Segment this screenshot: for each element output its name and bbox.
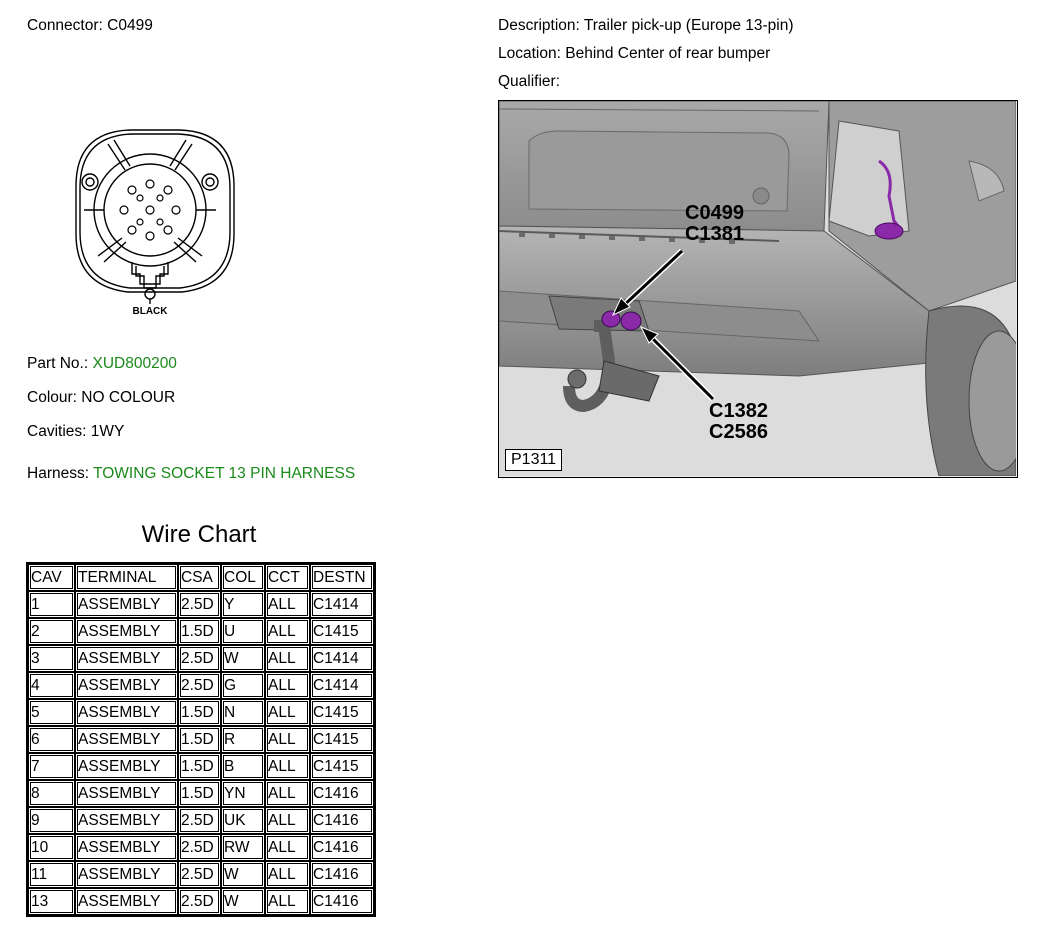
- cell-terminal: ASSEMBLY: [75, 645, 178, 672]
- cell-destn: C1416: [310, 834, 374, 861]
- part-info: [27, 355, 177, 373]
- callout-lower: [709, 401, 768, 443]
- cell-csa: 2.5D: [178, 888, 221, 915]
- connector-marking: BLACK: [132, 306, 168, 317]
- cell-col: R: [221, 726, 265, 753]
- cell-cav: 4: [28, 672, 75, 699]
- cell-cav: 10: [28, 834, 75, 861]
- cell-cav: 7: [28, 753, 75, 780]
- cell-csa: 1.5D: [178, 699, 221, 726]
- cell-csa: 1.5D: [178, 618, 221, 645]
- cell-destn: C1415: [310, 753, 374, 780]
- cell-cav: 1: [28, 591, 75, 618]
- harness-info: [27, 465, 355, 483]
- cell-cct: ALL: [265, 672, 310, 699]
- cell-cav: 8: [28, 780, 75, 807]
- table-row: [28, 861, 374, 888]
- cell-destn: C1415: [310, 618, 374, 645]
- cell-cav: 5: [28, 699, 75, 726]
- cell-cav: 3: [28, 645, 75, 672]
- cell-col: G: [221, 672, 265, 699]
- cell-cct: ALL: [265, 618, 310, 645]
- table-row: [28, 726, 374, 753]
- table-row: [28, 672, 374, 699]
- cell-destn: C1416: [310, 861, 374, 888]
- location-illustration: [498, 100, 1018, 478]
- colour-value: NO COLOUR: [81, 389, 176, 406]
- connector-label: Connector:: [27, 17, 103, 34]
- header-terminal: TERMINAL: [75, 564, 178, 591]
- cell-destn: C1416: [310, 807, 374, 834]
- cavities-label: Cavities:: [27, 423, 87, 440]
- table-row: [28, 780, 374, 807]
- table-row: [28, 645, 374, 672]
- location-label: Location:: [498, 45, 561, 62]
- cell-cav: 9: [28, 807, 75, 834]
- cell-terminal: ASSEMBLY: [75, 753, 178, 780]
- table-row: [28, 591, 374, 618]
- cell-destn: C1415: [310, 699, 374, 726]
- qualifier-label: Qualifier:: [498, 73, 561, 90]
- wire-chart-title: Wire Chart: [141, 521, 257, 548]
- cell-terminal: ASSEMBLY: [75, 672, 178, 699]
- qualifier-info: [498, 73, 560, 91]
- description-value: Trailer pick-up (Europe 13-pin): [583, 17, 794, 34]
- cell-cct: ALL: [265, 807, 310, 834]
- cell-cav: 11: [28, 861, 75, 888]
- callout-upper-line-2: C1381: [685, 223, 744, 245]
- header-cav: CAV: [28, 564, 75, 591]
- cell-col: YN: [221, 780, 265, 807]
- cell-terminal: ASSEMBLY: [75, 591, 178, 618]
- photo-id: P1311: [505, 449, 562, 471]
- cell-terminal: ASSEMBLY: [75, 807, 178, 834]
- cell-terminal: ASSEMBLY: [75, 861, 178, 888]
- cell-cct: ALL: [265, 780, 310, 807]
- connector-face-diagram: [70, 126, 240, 318]
- cell-terminal: ASSEMBLY: [75, 780, 178, 807]
- cell-terminal: ASSEMBLY: [75, 699, 178, 726]
- callout-upper-line-1: C0499: [685, 202, 744, 224]
- cell-cav: 13: [28, 888, 75, 915]
- table-row: [28, 807, 374, 834]
- connector-info: [27, 17, 153, 35]
- callout-lower-line-1: C1382: [709, 400, 768, 422]
- cell-cct: ALL: [265, 699, 310, 726]
- wire-chart-body: [28, 591, 374, 915]
- table-row: [28, 618, 374, 645]
- cell-csa: 2.5D: [178, 807, 221, 834]
- cell-col: U: [221, 618, 265, 645]
- cell-destn: C1416: [310, 888, 374, 915]
- table-row: [28, 699, 374, 726]
- cell-csa: 2.5D: [178, 861, 221, 888]
- description-label: Description:: [498, 17, 580, 34]
- cell-col: W: [221, 888, 265, 915]
- cavities-value: 1WY: [90, 423, 125, 440]
- cell-csa: 2.5D: [178, 834, 221, 861]
- cell-cct: ALL: [265, 726, 310, 753]
- cell-destn: C1416: [310, 780, 374, 807]
- callout-lower-line-2: C2586: [709, 421, 768, 443]
- cell-cav: 6: [28, 726, 75, 753]
- connector-value: C0499: [107, 17, 153, 34]
- cell-csa: 2.5D: [178, 645, 221, 672]
- cell-csa: 1.5D: [178, 726, 221, 753]
- cavities-info: [27, 423, 124, 441]
- cell-col: Y: [221, 591, 265, 618]
- cell-terminal: ASSEMBLY: [75, 618, 178, 645]
- wire-chart-header-row: [28, 564, 374, 591]
- callout-upper: [685, 203, 744, 245]
- cell-cct: ALL: [265, 753, 310, 780]
- colour-info: [27, 389, 175, 407]
- header-cct: CCT: [265, 564, 310, 591]
- cell-cct: ALL: [265, 861, 310, 888]
- cell-col: B: [221, 753, 265, 780]
- cell-destn: C1414: [310, 591, 374, 618]
- cell-csa: 1.5D: [178, 753, 221, 780]
- cell-col: UK: [221, 807, 265, 834]
- part-number-link[interactable]: XUD800200: [92, 355, 177, 372]
- table-row: [28, 888, 374, 915]
- location-info: [498, 45, 770, 63]
- cell-terminal: ASSEMBLY: [75, 834, 178, 861]
- header-csa: CSA: [178, 564, 221, 591]
- header-col: COL: [221, 564, 265, 591]
- location-value: Behind Center of rear bumper: [565, 45, 771, 62]
- cell-cct: ALL: [265, 834, 310, 861]
- part-label: Part No.:: [27, 355, 89, 372]
- cell-csa: 1.5D: [178, 780, 221, 807]
- description-info: [498, 17, 794, 35]
- cell-col: W: [221, 645, 265, 672]
- cell-cct: ALL: [265, 888, 310, 915]
- table-row: [28, 834, 374, 861]
- header-destn: DESTN: [310, 564, 374, 591]
- cell-col: RW: [221, 834, 265, 861]
- cell-csa: 2.5D: [178, 591, 221, 618]
- harness-label: Harness:: [27, 465, 90, 482]
- cell-col: N: [221, 699, 265, 726]
- wire-chart-table: [26, 562, 376, 917]
- cell-destn: C1414: [310, 672, 374, 699]
- cell-cav: 2: [28, 618, 75, 645]
- cell-destn: C1415: [310, 726, 374, 753]
- cell-col: W: [221, 861, 265, 888]
- cell-csa: 2.5D: [178, 672, 221, 699]
- cell-cct: ALL: [265, 591, 310, 618]
- cell-terminal: ASSEMBLY: [75, 888, 178, 915]
- cell-terminal: ASSEMBLY: [75, 726, 178, 753]
- table-row: [28, 753, 374, 780]
- cell-destn: C1414: [310, 645, 374, 672]
- cell-cct: ALL: [265, 645, 310, 672]
- harness-link[interactable]: TOWING SOCKET 13 PIN HARNESS: [93, 465, 356, 482]
- colour-label: Colour:: [27, 389, 77, 406]
